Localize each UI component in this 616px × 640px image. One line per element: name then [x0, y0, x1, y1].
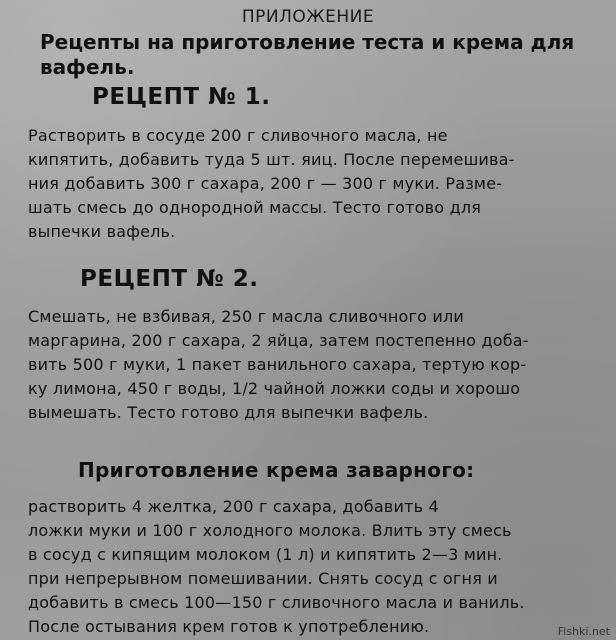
appendix-label: ПРИЛОЖЕНИЕ — [241, 7, 375, 27]
cream-heading: Приготовление крема заварного: — [78, 458, 475, 482]
document-title: Рецепты на приготовление теста и крема для вафель. — [40, 30, 575, 79]
recipe-2-text: Смешать, не взбивая, 250 г масла сливочного или маргарина, 200 г сахара, 2 яйца, затем постепенно доба- вить 500 г муки, 1 пакет ванильного сахара, тертую кор- ку лимона, 450 г воды, 1/2 чайной ложки соды и хорошо вымешать. Тесто готово для выпечки вафель. — [28, 307, 529, 422]
recipe-1-text: Растворить в сосуде 200 г сливочного масла, не кипятить, добавить туда 5 шт. яиц. После перемешива- ния добавить 300 г сахара, 200 г — 300 г муки. Разме- шать смесь до однородной массы. Тесто готово для выпечки вафель. — [28, 126, 515, 241]
cream-text: растворить 4 желтка, 200 г сахара, добавить 4 ложки муки и 100 г холодного молока. Влить эту смесь в сосуд с кипящим молоком (1 л) и кипятить 2—3 мин. при непрерывном помешивании. Снять сосуд с огня и добавить в смесь 100—150 г сливочного масла и ваниль. После остывания крем готов к употреблению. — [28, 497, 525, 636]
recipe-2-heading: РЕЦЕПТ № 2. — [80, 266, 259, 292]
watermark: Fishki.net — [557, 625, 610, 638]
recipe-1-heading: РЕЦЕПТ № 1. — [92, 84, 271, 110]
